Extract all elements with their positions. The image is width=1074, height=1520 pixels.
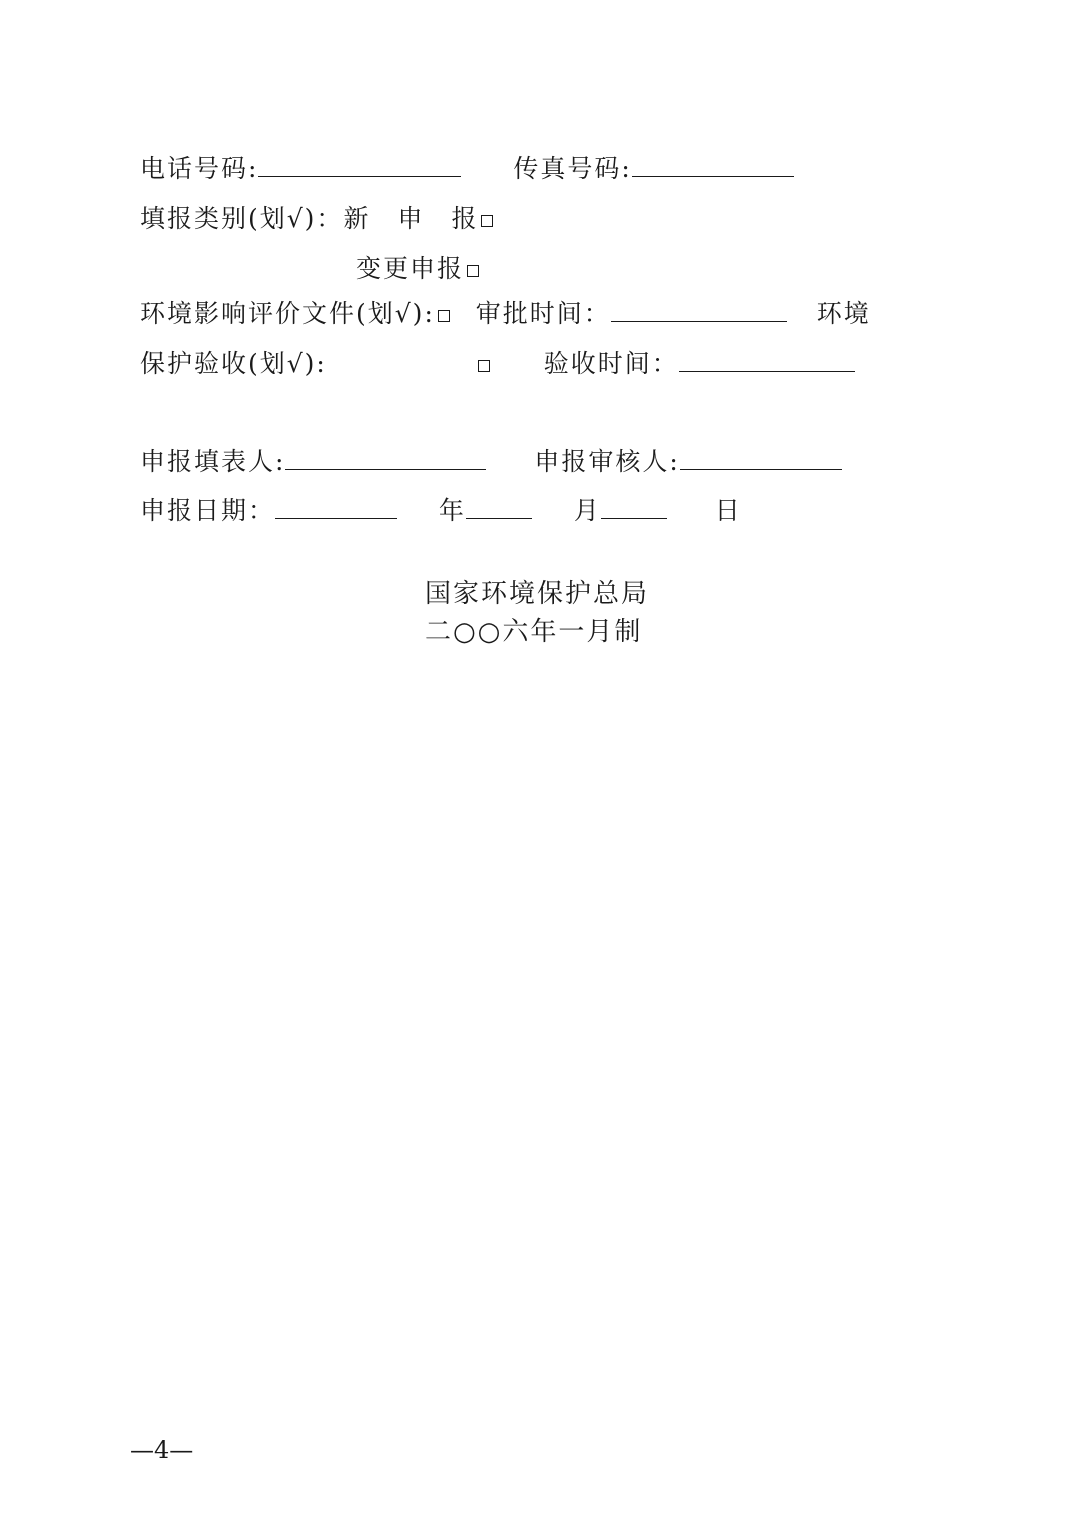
- acceptance-label: 保护验收(划√):: [140, 349, 327, 378]
- page-number: —4—: [130, 1436, 194, 1464]
- approval-time-field[interactable]: [611, 299, 787, 322]
- filler-label: 申报填表人:: [140, 447, 286, 476]
- option-change-label: 变更申报: [356, 254, 465, 283]
- day-label: 日: [714, 496, 742, 525]
- eia-row: [140, 297, 871, 331]
- acceptance-time-field[interactable]: [679, 349, 855, 372]
- acceptance-time-label: 验收时间：: [543, 349, 679, 378]
- eia-label: 环境影响评价文件(划√):: [140, 299, 435, 328]
- acceptance-checkbox[interactable]: [478, 360, 490, 372]
- reviewer-label: 申报审核人:: [534, 447, 680, 476]
- option-change-checkbox[interactable]: [467, 265, 479, 277]
- date-day-field[interactable]: [601, 496, 667, 519]
- acceptance-row: [140, 347, 855, 381]
- contact-row: [140, 152, 794, 186]
- phone-label: 电话号码:: [140, 154, 259, 183]
- issuing-agency: 国家环境保护总局: [425, 579, 650, 609]
- eia-checkbox[interactable]: [438, 310, 450, 322]
- year-label: 年: [438, 496, 466, 525]
- month-label: 月: [573, 496, 601, 525]
- report-type-row: [140, 202, 493, 236]
- date-month-field[interactable]: [466, 496, 532, 519]
- date-row: [140, 494, 742, 528]
- approval-time-label: 审批时间：: [475, 299, 611, 328]
- fax-label: 传真号码:: [513, 154, 632, 183]
- env-word: 环境: [816, 299, 871, 328]
- date-label: 申报日期：: [140, 496, 276, 525]
- signatory-row: [140, 445, 842, 479]
- date-year-field[interactable]: [275, 496, 397, 519]
- fax-field[interactable]: [632, 154, 794, 177]
- issue-date: 二○○六年一月制: [425, 617, 643, 647]
- report-type-label: 填报类别(划√)：: [140, 204, 344, 233]
- filler-field[interactable]: [285, 447, 486, 470]
- phone-field[interactable]: [258, 154, 461, 177]
- reviewer-field[interactable]: [680, 447, 842, 470]
- option-new-checkbox[interactable]: [481, 215, 493, 227]
- option-new-label: 新 申 报: [343, 204, 479, 233]
- report-type-change-row: [356, 252, 479, 286]
